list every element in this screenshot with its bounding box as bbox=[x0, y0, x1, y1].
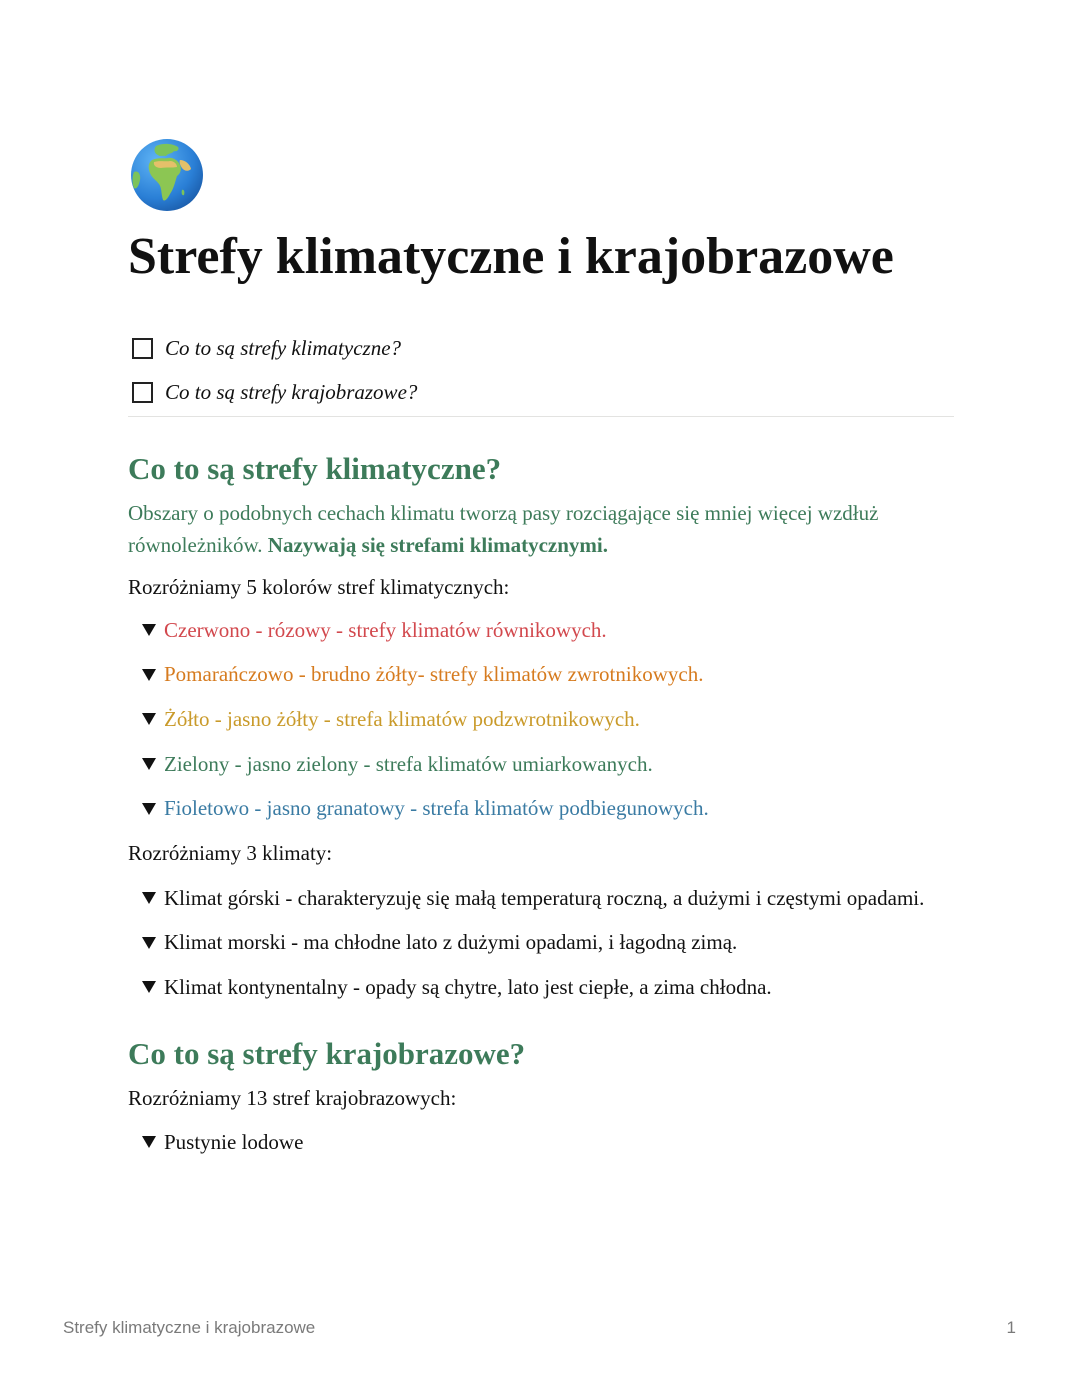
toggle-item-text: Pomarańczowo - brudno żółty- strefy klimatów zwrotnikowych. bbox=[164, 662, 704, 687]
toc-item-landscape-zones[interactable] bbox=[132, 370, 417, 414]
toggle-triangle-icon[interactable] bbox=[142, 937, 156, 949]
climates-list bbox=[142, 876, 924, 1010]
toc-item-label: Co to są strefy krajobrazowe? bbox=[165, 379, 418, 404]
toggle-item[interactable] bbox=[142, 965, 924, 1010]
toggle-triangle-icon[interactable] bbox=[142, 1136, 156, 1148]
section-heading-landscape-zones: Co to są strefy krajobrazowe? bbox=[128, 1036, 526, 1071]
toggle-item-text: Klimat górski - charakteryzuję się małą temperaturą roczną, a dużymi i częstymi opadami. bbox=[164, 885, 925, 910]
page-title: Strefy klimatyczne i krajobrazowe bbox=[128, 228, 894, 285]
toggle-item-text: Czerwono - rózowy - strefy klimatów równikowych. bbox=[164, 617, 607, 642]
checkbox[interactable] bbox=[132, 338, 153, 359]
toggle-item[interactable] bbox=[142, 876, 924, 921]
toggle-triangle-icon[interactable] bbox=[142, 892, 156, 904]
toggle-triangle-icon[interactable] bbox=[142, 803, 156, 815]
toggle-item[interactable] bbox=[142, 742, 709, 787]
footer-page-number: 1 bbox=[1006, 1318, 1016, 1337]
toggle-item-text: Klimat morski - ma chłodne lato z dużymi opadami, i łagodną zimą. bbox=[164, 930, 738, 955]
toggle-item-text: Pustynie lodowe bbox=[164, 1129, 304, 1154]
toggle-triangle-icon[interactable] bbox=[142, 669, 156, 681]
toggle-triangle-icon[interactable] bbox=[142, 758, 156, 770]
toggle-item-text: Fioletowo - jasno granatowy - strefa klimatów podbiegunowych. bbox=[164, 796, 709, 821]
intro-paragraph bbox=[128, 497, 954, 561]
checkbox[interactable] bbox=[132, 382, 153, 403]
toggle-item[interactable] bbox=[142, 697, 709, 742]
climates-lead: Rozróżniamy 3 klimaty: bbox=[128, 841, 333, 865]
footer-title: Strefy klimatyczne i krajobrazowe bbox=[63, 1318, 316, 1337]
intro-text: Obszary o podobnych cechach klimatu tworzą pasy rozciągające się mniej więcej wzdłuż równoleżników. bbox=[128, 501, 879, 557]
toggle-item[interactable] bbox=[142, 653, 709, 698]
toggle-item-text: Żółto - jasno żółty - strefa klimatów podzwrotnikowych. bbox=[164, 706, 640, 731]
toc-item-climate-zones[interactable] bbox=[132, 326, 417, 370]
toggle-triangle-icon[interactable] bbox=[142, 713, 156, 725]
toggle-item[interactable] bbox=[142, 786, 709, 831]
toggle-item-text: Klimat kontynentalny - opady są chytre, lato jest ciepłe, a zima chłodna. bbox=[164, 974, 772, 999]
landscape-lead: Rozróżniamy 13 stref krajobrazowych: bbox=[128, 1086, 457, 1110]
climate-colors-list bbox=[142, 608, 709, 831]
toggle-triangle-icon[interactable] bbox=[142, 981, 156, 993]
toggle-item[interactable] bbox=[142, 608, 709, 653]
colors-lead: Rozróżniamy 5 kolorów stref klimatycznych: bbox=[128, 575, 510, 599]
toc-item-label: Co to są strefy klimatyczne? bbox=[165, 335, 402, 360]
globe-europe-africa-icon bbox=[130, 138, 204, 212]
table-of-contents bbox=[132, 326, 417, 414]
toggle-item[interactable] bbox=[142, 1120, 303, 1165]
divider bbox=[128, 416, 954, 417]
toggle-item[interactable] bbox=[142, 921, 924, 966]
landscape-list bbox=[142, 1120, 303, 1165]
toggle-item-text: Zielony - jasno zielony - strefa klimatów umiarkowanych. bbox=[164, 751, 653, 776]
intro-bold-text: Nazywają się strefami klimatycznymi. bbox=[267, 533, 608, 557]
toggle-triangle-icon[interactable] bbox=[142, 624, 156, 636]
section-heading-climate-zones: Co to są strefy klimatyczne? bbox=[128, 451, 502, 486]
